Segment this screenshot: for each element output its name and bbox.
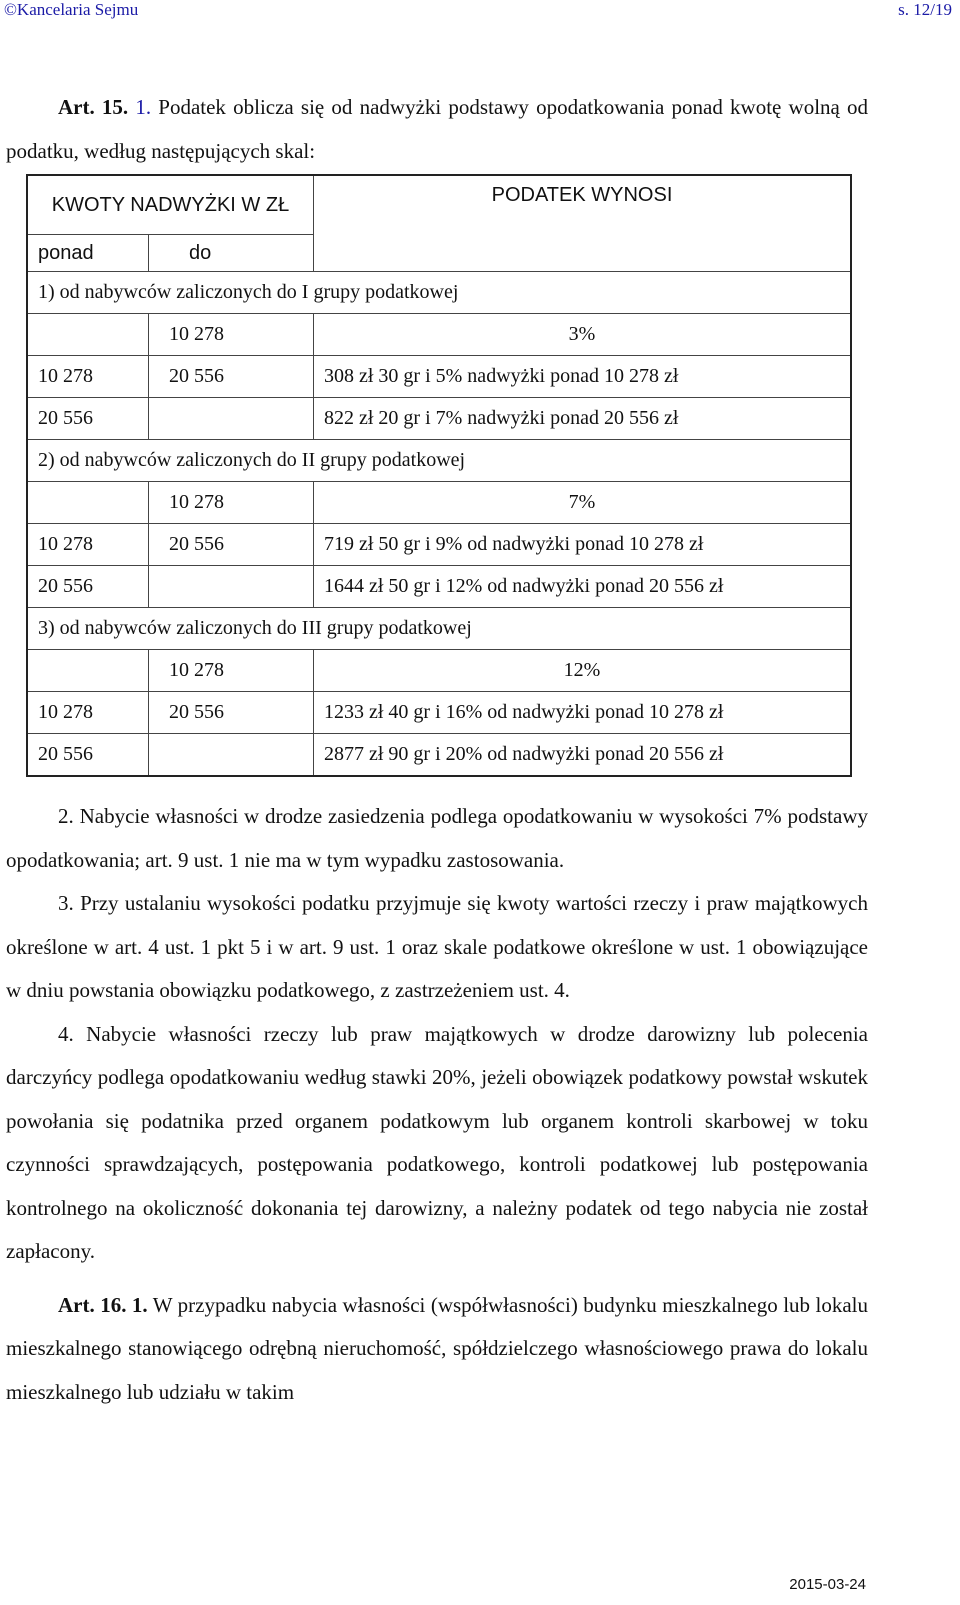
group-title: 2) od nabywców zaliczonych do II grupy podatkowej <box>27 440 851 482</box>
table-row <box>27 398 851 440</box>
over-cell <box>27 650 149 692</box>
to-cell: 10 278 <box>149 482 314 524</box>
art15-p1-text: Podatek oblicza się od nadwyżki podstawy opodatkowania ponad kwotę wolną od podatku, według następujących skal: <box>6 95 869 163</box>
to-cell <box>149 398 314 440</box>
page-header <box>0 0 960 24</box>
table-row <box>27 734 851 777</box>
art15-intro <box>6 86 868 173</box>
table-row <box>27 482 851 524</box>
art15-p1-num[interactable]: 1. <box>135 95 152 119</box>
tax-header-cell <box>314 175 852 272</box>
art15-p4: 4. Nabycie własności rzeczy lub praw majątkowych w drodze darowizny lub polecenia darczyńcy podlega opodatkowaniu według stawki 20%, jeżeli obowiązek podatkowy powstał wskutek powołania się podatnika przed organem podatkowym lub organem kontroli skarbowej w toku czynności sprawdzających, postępowania podatkowego, kontroli podatkowej lub postępowania kontrolnego na okoliczność dokonania tej darowizny, a należny podatek od tego nabycia nie został zapłacony. <box>6 1021 868 1263</box>
table-row <box>27 650 851 692</box>
to-cell: 20 556 <box>149 524 314 566</box>
tax-cell: 3% <box>314 314 852 356</box>
table-row <box>27 524 851 566</box>
tax-scale-table <box>26 174 852 777</box>
page-number: s. 12/19 <box>898 0 952 19</box>
tax-cell: 1644 zł 50 gr i 12% od nadwyżki ponad 20 556 zł <box>314 566 852 608</box>
to-cell: 20 556 <box>149 692 314 734</box>
source-link[interactable]: ©Kancelaria Sejmu <box>4 0 139 19</box>
over-cell <box>27 314 149 356</box>
art16-text: W przypadku nabycia własności (współwłasności) budynku mieszkalnego lub lokalu mieszkalnego stanowiącego odrębną nieruchomość, spółdzielczego własnościowego prawa do lokalu mieszkalnego lub udziału w takim <box>6 1292 868 1404</box>
table-row <box>27 692 851 734</box>
art16-label: Art. 16. 1. <box>58 1292 148 1317</box>
to-cell: 10 278 <box>149 314 314 356</box>
document-date: 2015-03-24 <box>789 1576 866 1593</box>
over-cell: 10 278 <box>27 524 149 566</box>
over-cell: 20 556 <box>27 398 149 440</box>
over-cell: 20 556 <box>27 566 149 608</box>
tax-cell: 1233 zł 40 gr i 16% od nadwyżki ponad 10 278 zł <box>314 692 852 734</box>
group-title: 1) od nabywców zaliczonych do I grupy podatkowej <box>27 272 851 314</box>
table-row <box>27 314 851 356</box>
amounts-header: KWOTY NADWYŻKI W ZŁ <box>51 194 290 216</box>
table-row <box>27 566 851 608</box>
to-cell: 20 556 <box>149 356 314 398</box>
group-title: 3) od nabywców zaliczonych do III grupy podatkowej <box>27 608 851 650</box>
tax-header: PODATEK WYNOSI <box>491 184 673 206</box>
art15-p1 <box>6 86 868 173</box>
to-cell: 10 278 <box>149 650 314 692</box>
over-header: ponad <box>27 235 149 272</box>
art15-continued <box>6 795 868 1414</box>
tax-cell: 308 zł 30 gr i 5% nadwyżki ponad 10 278 zł <box>314 356 852 398</box>
over-cell: 10 278 <box>27 356 149 398</box>
over-cell <box>27 482 149 524</box>
tax-cell: 719 zł 50 gr i 9% od nadwyżki ponad 10 278 zł <box>314 524 852 566</box>
tax-cell: 2877 zł 90 gr i 20% od nadwyżki ponad 20 556 zł <box>314 734 852 777</box>
tax-cell: 7% <box>314 482 852 524</box>
table-header-row <box>27 175 851 235</box>
over-cell: 10 278 <box>27 692 149 734</box>
art15-p3: 3. Przy ustalaniu wysokości podatku przyjmuje się kwoty wartości rzeczy i praw majątkowych określone w art. 4 ust. 1 pkt 5 i w art. 9 ust. 1 oraz skale podatkowe określone w ust. 1 obowiązujące w dniu powstania obowiązku podatkowego, z zastrzeżeniem ust. 4. <box>6 891 868 1002</box>
to-header: do <box>149 235 314 272</box>
table-row <box>27 356 851 398</box>
to-cell <box>149 566 314 608</box>
art15-p2: 2. Nabycie własności w drodze zasiedzenia podlega opodatkowaniu w wysokości 7% podstawy opodatkowania; art. 9 ust. 1 nie ma w tym wypadku zastosowania. <box>6 804 868 872</box>
over-cell: 20 556 <box>27 734 149 777</box>
tax-cell: 822 zł 20 gr i 7% nadwyżki ponad 20 556 zł <box>314 398 852 440</box>
art15-label: Art. 15. <box>58 95 129 119</box>
group-title-row <box>27 440 851 482</box>
group-title-row <box>27 272 851 314</box>
tax-cell: 12% <box>314 650 852 692</box>
art16-p1 <box>6 1284 868 1415</box>
group-title-row <box>27 608 851 650</box>
to-cell <box>149 734 314 777</box>
amounts-header-cell <box>27 175 314 235</box>
